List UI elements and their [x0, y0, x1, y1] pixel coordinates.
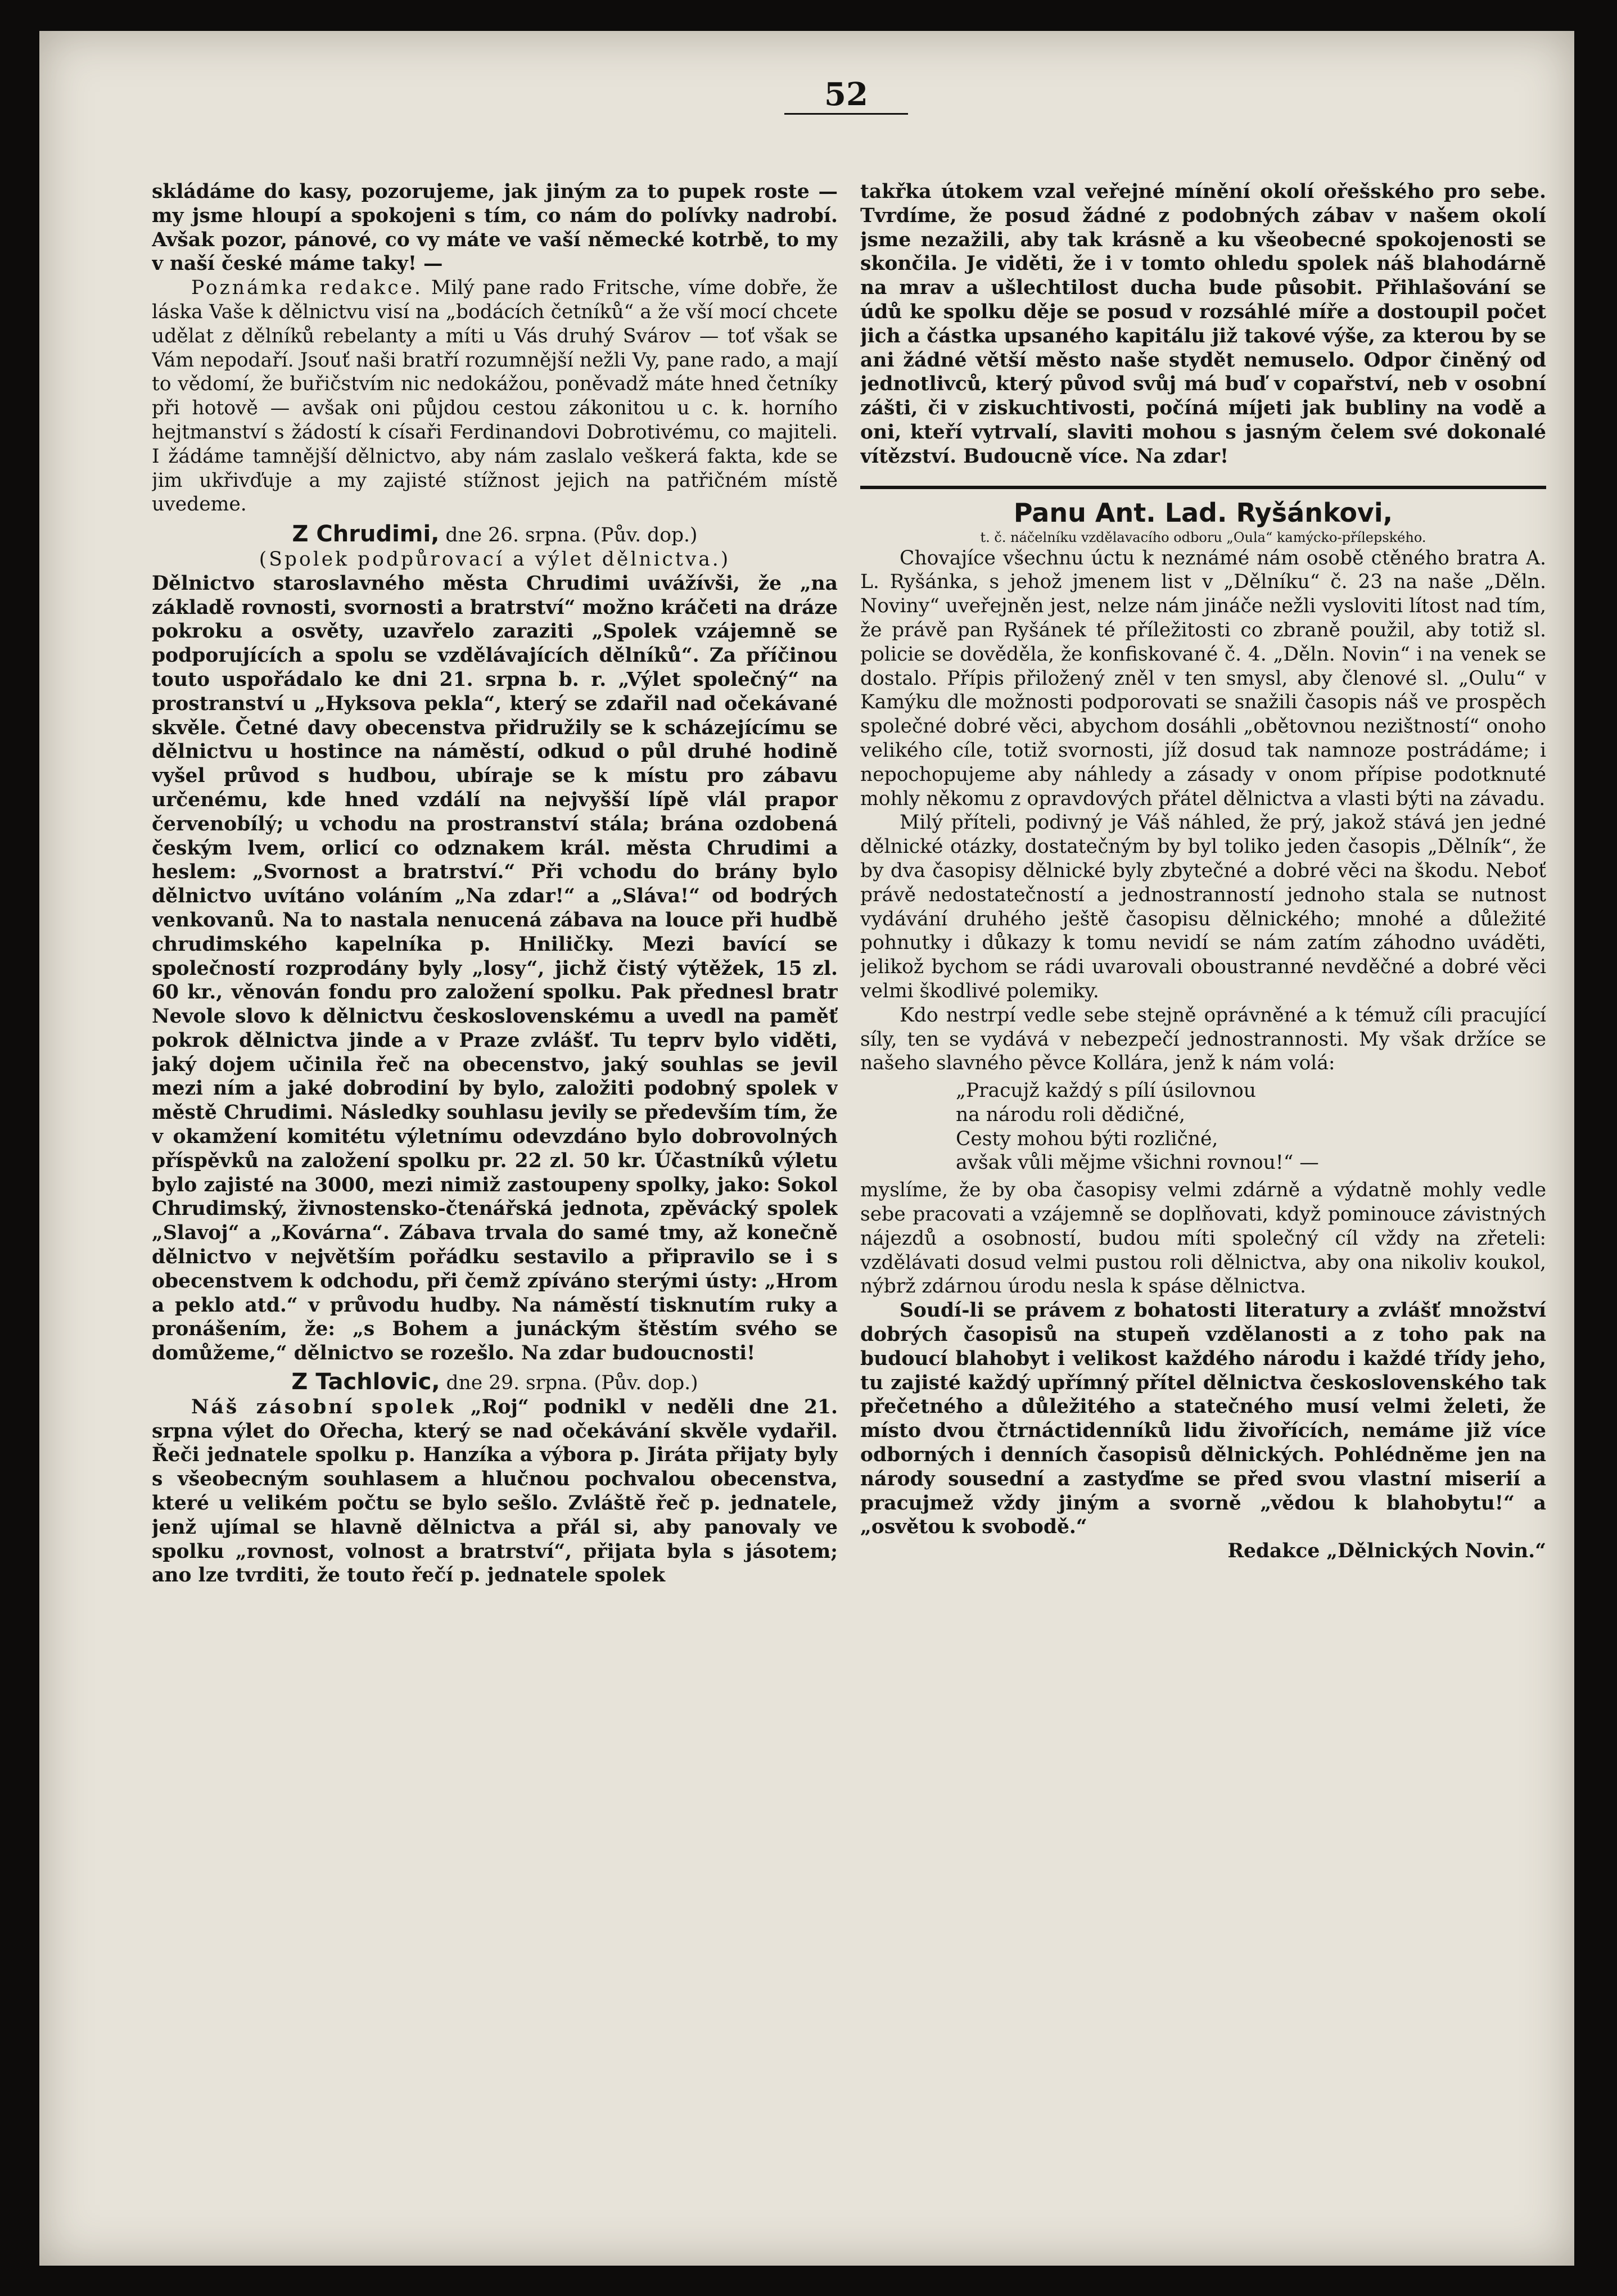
tachlovice-place: Z Tachlovic,: [291, 1369, 440, 1395]
editorial-note: [152, 276, 838, 517]
kollar-poem: [956, 1079, 1546, 1175]
letter-paragraph: myslíme, že by oba časopisy velmi zdárně a výdatně mohly vedle sebe pracovati a vzájemně se doplňovati, když pominouce závistných nájezdů a osobností, budou míti společný cíl vždy na zřeteli: vzdělávati dosud velmi pustou roli dělnictva, aby ona nikoliv koukol, nýbrž zdárnou úrodu nesla k spáse dělnictva.: [860, 1179, 1546, 1298]
editorial-note-body: Milý pane rado Fritsche, víme dobře, že láska Vaše k dělnictvu visí na „bodácích četníků“ a že vší mocí chcete udělat z dělníků rebelanty a míti u Vás druhý Svárov — toť však se Vám nepodaří. Jsouť naši bratří rozumnější nežli Vy, pane rado, a mají to vědomí, že buřičstvím nic nedokážou, poněvadž máte hned četníky při hotově — avšak oni půjdou cestou zákonitou u c. k. horního hejtmanství s žádostí k císaři Ferdinandovi Dobrotivému, co majiteli. I žádáme tamnější dělnictvo, aby nám zaslalo veškerá fakta, kde se jim ukřivďuje a my zajisté stížnost jejich na patřičném místě uvedeme.: [152, 277, 838, 516]
chrudim-meta: dne 26. srpna. (Pův. dop.): [445, 524, 698, 547]
letter-paragraph: Milý příteli, podivný je Váš náhled, že prý, jakož stává jen jedné dělnické otázky, dostatečným by byl toliko jeden časopis „Dělník“, že by dva časopisy dělnické byly zbytečné a dobré věci na škodu. Neboť právě nedostatečností a jednostranností jednoho stala se nutnost vydávání druhého ještě časopisu dělnického; mnohé a důležité pohnutky i důkazy k tomu nevidí se nám zatím záhodno uváděti, jelikož bychom se rádi uvarovali oboustranné nevděčné a dobré věci velmi škodlivé polemiky.: [860, 811, 1546, 1002]
chrudim-report: Dělnictvo staroslavného města Chrudimi uvážívši, že „na základě rovnosti, svornosti a bratrství“ možno kráčeti na dráze pokroku a osvěty, uzavřelo zaraziti „Spolek vzájemně se podporujících a spolu se vzdělávajících dělníků“. Za příčinou touto uspořádalo ke dni 21. srpna b. r. „Výlet společný“ na prostranství u „Hyksova pekla“, který se zdařil nad očekávané skvěle. Četné davy obecenstva přidružily se k scházejícímu se dělnictvu u hostince na náměstí, odkud o půl druhé hodině vyšel průvod s hudbou, ubíraje se k místu pro zábavu určenému, kde hned vzdálí na nejvyšší lípě vlál prapor červenobílý; u vchodu na prostranství stála; brána ozdobená českým lvem, orlicí co odznakem král. města Chrudimi a heslem: „Svornost a bratrství.“ Při vchodu do brány bylo dělnictvo uvítáno voláním „Na zdar!“ a „Sláva!“ od bodrých venkovanů. Na to nastala nenucená zábava na louce při hudbě chrudimského kapelníka p. Hniličky. Mezi bavící se společností rozprodány byly „losy“, jichž čistý výtěžek, 15 zl. 60 kr., věnován fondu pro založení spolku. Pak přednesl bratr Nevole slovo k dělnictvu československému a uvedl na paměť pokrok dělnictva jinde a v Praze zvlášť. Tu teprv bylo viděti, jaký dojem učinila řeč na obecenstvo, jaký souhlas se jevil mezi ním a jaké dobrodiní by bylo, založiti podobný spolek v městě Chrudimi. Následky souhlasu jevily se především tím, že v okamžení komitétu výletnímu odevzdáno bylo dobrovolných příspěvků na založení spolku pr. 22 zl. 50 kr. Účastníků výletu bylo zajisté na 3000, mezi nimiž zastoupeny spolky, jako: Sokol Chrudimský, živnostensko-čtenářská jednota, zpěvácký spolek „Slavoj“ a „Kovárna“. Zábava trvala do samé tmy, až konečně dělnictvo v největším pořádku sestavilo a připravilo se i s obecenstvem k odchodu, při čemž zpíváno sterými ústy: „Hrom a peklo atd.“ v průvodu hudby. Na náměstí tisknutím ruky a pronášením, že: „s Bohem a junáckým štěstím svého se domůžeme,“ dělnictvo se rozešlo. Na zdar budoucnosti!: [152, 572, 838, 1365]
tachlovice-continuation: takřka útokem vzal veřejné mínění okolí ořešského pro sebe. Tvrdíme, že posud žádné z podobných zábav v našem okolí jsme nezažili, aby tak krásně a ku všeobecné spokojenosti se skončila. Je viděti, že i v tomto ohledu spolek náš blahodárně na mrav a ušlechtilost ducha bude působit. Přihlašování se údů ke spolku děje se posud v rozsáhlé míře a dostoupil počet jich a částka upsaného kapitálu již takové výše, za kterou by se ani žádné větší město naše stydět nemuselo. Odpor činěný od jednotlivců, který původ svůj má buď v copařství, neb v osobní zášti, či v ziskuchtivosti, počíná míjeti jak bubliny na vodě a oni, kteří vytrvalí, slaviti mohou s jasným čelem své dokonalé vítězství. Budoucně více. Na zdar!: [860, 180, 1546, 468]
chrudim-place: Z Chrudimi,: [292, 521, 440, 548]
section-rule: [860, 486, 1546, 489]
tachlovice-lead: Náš zásobní spolek: [191, 1395, 456, 1418]
poem-line: „Pracujž každý s pílí úsilovnou: [956, 1079, 1257, 1102]
chrudim-subtitle: (Spolek podpůrovací a výlet dělnictva.): [259, 548, 731, 571]
page-number: 52: [784, 76, 908, 115]
poem-line: na národu roli dědičné,: [956, 1103, 1185, 1126]
editorial-note-label: Poznámka redakce.: [191, 277, 423, 300]
chrudim-dateline: [152, 522, 838, 548]
dedication-subtitle: t. č. náčelníku vzdělavacího odboru „Oula“ kamýcko-přílepského.: [980, 529, 1426, 545]
left-column: [152, 180, 838, 2215]
tachlovice-dateline: [152, 1370, 838, 1395]
continued-paragraph: skládáme do kasy, pozorujeme, jak jiným za to pupek roste — my jsme hloupí a spokojeni s tím, co nám do polívky nadrobí. Avšak pozor, pánové, co vy máte ve vaší německé kotrbě, to my v naší české máme taky! —: [152, 180, 838, 275]
poem-line: avšak vůli mějme všichni rovnou!“ —: [956, 1151, 1319, 1174]
tachlovice-body: „Roj“ podnikl v neděli dne 21. srpna výlet do Ořecha, který se nad očekávání skvěle vydařil. Řeči jednatele spolku p. Hanzíka a výbora p. Jiráta přijaty byly s všeobecným souhlasem a hlučnou pochvalou obecenstva, které u velikém počtu se bylo sešlo. Zvláště řeč p. jednatele, jenž ujímal se hlavně dělnictva a přál si, aby panovaly ve spolku „rovnost, volnost a bratrství“, přijata byla s jásotem; ano lze tvrditi, že touto řečí p. jednatele spolek: [152, 1395, 838, 1587]
letter-paragraph: Soudí-li se právem z bohatosti literatury a zvlášť množství dobrých časopisů na stupeň vzdělanosti a z toho pak na budoucí blahobyt i velikost každého národu i každé třídy jeho, tu zajisté každý upřímný přítel dělnictva československého tak přečetného a důležitého a statečného musí velmi želeti, že místo dvou čtrnáctidenníků lidu živořících, nemáme již více odborných i denních časopisů dělnických. Pohlédněme jen na národy sousední a zastyďme se před svou vlastní miserií a pracujmež vždy jiným a svorně „vědou k blahobytu!“ a „osvětou k svobodě.“: [860, 1299, 1546, 1539]
dedication-title: Panu Ant. Lad. Ryšánkovi,: [1013, 497, 1393, 528]
editorial-signature: Redakce „Dělnických Novin.“: [1227, 1540, 1546, 1563]
tachlovice-meta: dne 29. srpna. (Pův. dop.): [446, 1372, 698, 1395]
letter-paragraph: Chovajíce všechnu úctu k neznámé nám osobě ctěného bratra A. L. Ryšánka, s jehož jmenem list v „Dělníku“ č. 23 na naše „Děln. Noviny“ uveřejněn jest, nelze nám jináče nežli vysloviti lítost nad tím, že právě pan Ryšánek té příležitosti co zbraně použil, aby totiž sl. policie se dověděla, že konfiskované č. 4. „Děln. Novin“ i na venek se dostalo. Přípis přiložený zněl v ten smysl, aby členové sl. „Oulu“ v Kamýku dle možnosti podporovati se snažili časopis náš ve prospěch společné dobré věci, abychom dosáhli „obětovnou nezištností“ onoho velikého cíle, totiž svornosti, jíž dosud tak namnoze postrádáme; i nepochopujeme aby náhledy a zásady v onom přípise podotknuté mohly někomu z opravdových přátel dělnictva a vlasti býti na závadu.: [860, 546, 1546, 810]
right-column: [860, 180, 1546, 2215]
poem-line: Cesty mohou býti rozličné,: [956, 1127, 1218, 1150]
tachlovice-report: [152, 1395, 838, 1588]
letter-paragraph: Kdo nestrpí vedle sebe stejně oprávněné a k témuž cíli pracující síly, ten se vydává v nebezpečí jednostrannosti. My však držíce se našeho slavného pěvce Kollára, jenž k nám volá:: [860, 1004, 1546, 1075]
